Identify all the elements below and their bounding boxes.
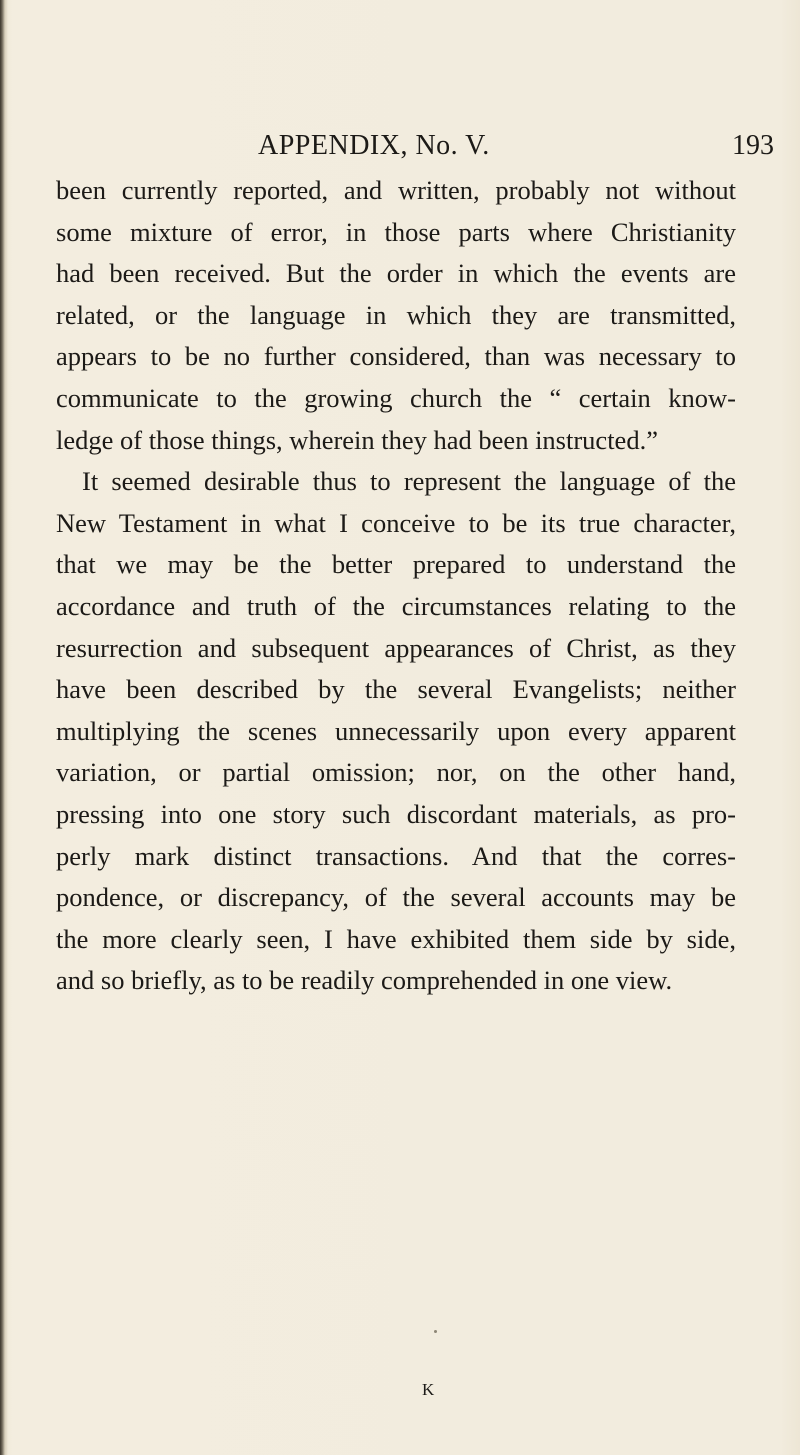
- text-line: perly mark distinct transactions. And that the corres-: [56, 840, 736, 871]
- text-line: accordance and truth of the circumstances relating to the: [56, 590, 736, 621]
- text-line: had been received. But the order in which the events are: [56, 258, 736, 289]
- text-line: ledge of those things, wherein they had been instructed.”: [56, 424, 658, 455]
- signature-mark: K: [422, 1380, 435, 1399]
- text-line: and so briefly, as to be readily comprehended in one view.: [56, 965, 673, 996]
- text-line: multiplying the scenes unnecessarily upon every apparent: [56, 715, 736, 746]
- page-number: 193: [732, 130, 774, 161]
- text-line: that we may be the better prepared to understand the: [56, 549, 736, 580]
- text-line: communicate to the growing church the “ certain know-: [56, 382, 736, 413]
- text-line: pondence, or discrepancy, of the several accounts may be: [56, 882, 736, 913]
- text-line: New Testament in what I conceive to be its true character,: [56, 507, 736, 538]
- paragraph-start-line: It seemed desirable thus to represent the language of the: [82, 466, 736, 497]
- text-line: appears to be no further considered, than was necessary to: [56, 341, 736, 372]
- text-line: been currently reported, and written, probably not without: [56, 175, 736, 205]
- text-line: variation, or partial omission; nor, on the other hand,: [56, 757, 736, 788]
- running-head: APPENDIX, No. V.: [258, 130, 490, 161]
- body-text: [56, 170, 736, 1002]
- paper-speck: [434, 1330, 437, 1333]
- text-line: the more clearly seen, I have exhibited them side by side,: [56, 923, 736, 954]
- text-line: resurrection and subsequent appearances of Christ, as they: [56, 632, 736, 663]
- page-binding-edge: [0, 0, 8, 1455]
- page-header: [0, 130, 800, 166]
- text-line: related, or the language in which they are transmitted,: [56, 299, 736, 330]
- text-line: some mixture of error, in those parts where Christianity: [56, 216, 736, 247]
- text-line: pressing into one story such discordant materials, as pro-: [56, 798, 736, 829]
- text-line: have been described by the several Evangelists; neither: [56, 674, 736, 705]
